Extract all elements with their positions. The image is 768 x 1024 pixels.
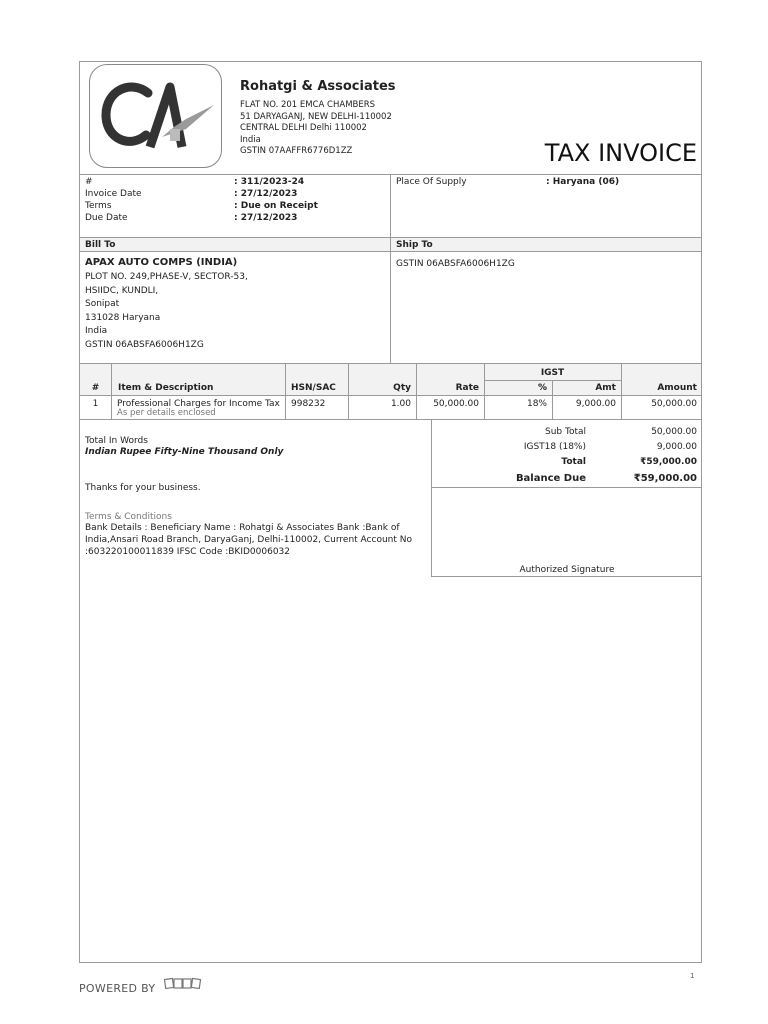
thanks-note: Thanks for your business. [85, 483, 201, 493]
balance-due-label: Balance Due [515, 473, 586, 484]
terms-label: Terms [85, 201, 112, 211]
address-line: India [240, 134, 261, 145]
address-line: 51 DARYAGANJ, NEW DELHI-110002 [240, 111, 392, 122]
row-rate: 50,000.00 [433, 399, 479, 409]
col-num-header: # [91, 383, 100, 393]
ship-to-heading: Ship To [396, 240, 433, 250]
col-qty-header: Qty [393, 383, 411, 393]
row-igst-pct: 18% [526, 399, 547, 409]
col-rate-header: Rate [455, 383, 479, 393]
zoho-logo-icon [164, 977, 204, 997]
col-item-header: Item & Description [118, 383, 214, 393]
address-line: FLAT NO. 201 EMCA CHAMBERS [240, 100, 376, 110]
col-igst-header: IGST [540, 368, 565, 378]
company-address [240, 100, 392, 158]
powered-by-label: POWERED BY [79, 982, 156, 995]
address-line: CENTRAL DELHI Delhi 110002 [240, 123, 367, 133]
address-line: PLOT NO. 249,PHASE-V, SECTOR-53, [85, 272, 248, 282]
terms-line: :603220100011839 IFSC Code :BKID0006032 [85, 547, 290, 557]
total-label: Total [561, 457, 586, 467]
row-igst-amt: 9,000.00 [575, 399, 616, 409]
row-hsn: 998232 [291, 399, 326, 409]
invoice-number: : 311/2023-24 [234, 177, 305, 187]
row-description: As per details enclosed [117, 408, 216, 418]
totals-labels [431, 425, 586, 487]
sub-total-value: 50,000.00 [651, 427, 697, 437]
invoice-meta-labels [85, 176, 142, 224]
customer-gstin: GSTIN 06ABSFA6006H1ZG [85, 339, 204, 350]
total-value: ₹59,000.00 [640, 457, 697, 467]
row-qty: 1.00 [390, 399, 411, 409]
totals-values [591, 425, 697, 487]
igst-label: IGST18 (18%) [523, 442, 586, 452]
invoice-date: : 27/12/2023 [234, 189, 298, 199]
col-amount-header: Amount [657, 383, 697, 393]
sub-total-label: Sub Total [544, 427, 586, 437]
invoice-number-label: # [85, 177, 93, 187]
company-logo [89, 64, 222, 168]
authorized-signature: Authorized Signature [519, 565, 615, 575]
invoice-page [79, 61, 702, 963]
place-of-supply-value: : Haryana (06) [546, 177, 620, 187]
customer-name: APAX AUTO COMPS (INDIA) [85, 257, 238, 268]
invoice-date-label: Invoice Date [85, 189, 142, 199]
col-pct-header: % [537, 383, 547, 393]
address-line: India [85, 326, 108, 337]
balance-due-value: ₹59,000.00 [633, 473, 697, 484]
col-amt-header: Amt [595, 383, 616, 393]
address-line: Sonipat [85, 299, 120, 310]
address-line: 131028 Haryana [85, 312, 161, 323]
ca-logo-icon [90, 65, 221, 167]
address-line: HSIIDC, KUNDLI, [85, 285, 159, 296]
terms-line: India,Ansari Road Branch, DaryaGanj, Delhi-110002, Current Account No [85, 535, 412, 545]
company-gstin: GSTIN 07AAFFR6776D1ZZ [240, 146, 353, 156]
place-of-supply-label: Place Of Supply [396, 177, 467, 187]
page-number: 1 [690, 972, 695, 980]
terms-heading: Terms & Conditions [85, 512, 172, 522]
row-num: 1 [92, 399, 99, 409]
ship-to-gstin: GSTIN 06ABSFA6006H1ZG [396, 259, 515, 269]
terms-value: : Due on Receipt [234, 201, 318, 211]
due-date-label: Due Date [85, 213, 128, 223]
invoice-meta-values [234, 176, 318, 224]
igst-value: 9,000.00 [656, 442, 697, 452]
row-item: Professional Charges for Income Tax [117, 399, 280, 409]
customer-address [85, 271, 248, 353]
row-amount: 50,000.00 [651, 399, 697, 409]
due-date: : 27/12/2023 [234, 213, 298, 223]
terms-text [85, 522, 412, 558]
bill-to-heading: Bill To [85, 240, 116, 250]
col-hsn-header: HSN/SAC [291, 383, 336, 393]
total-in-words-label: Total In Words [85, 436, 148, 446]
document-title: TAX INVOICE [544, 139, 697, 167]
terms-line: Bank Details : Beneficiary Name : Rohatgi & Associates Bank :Bank of [85, 523, 400, 533]
company-name: Rohatgi & Associates [240, 79, 396, 94]
total-in-words: Indian Rupee Fifty-Nine Thousand Only [85, 447, 284, 457]
